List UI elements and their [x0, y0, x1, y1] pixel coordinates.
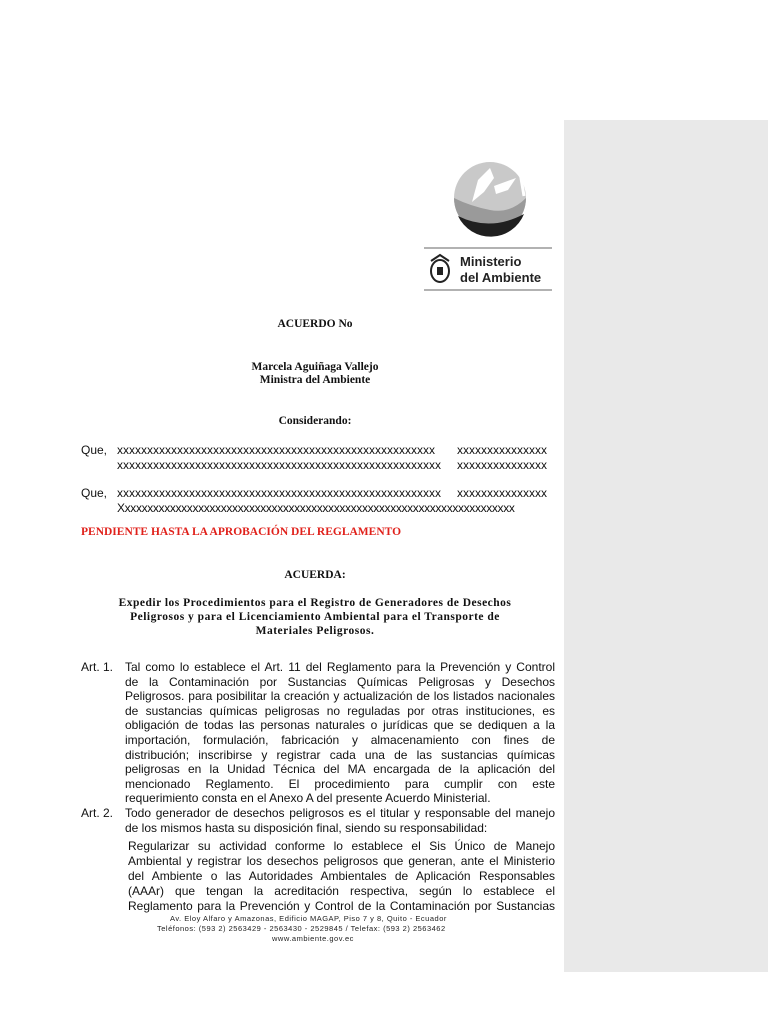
que-text-2a: xxxxxxxxxxxxxxxxxxxxxxxxxxxxxxxxxxxxxxxxxxxxxxxxxxxxxx	[117, 486, 441, 500]
logo-text-ambiente: del Ambiente	[460, 270, 542, 285]
art1-line: Peligrosos. para posibilitar la creación y actualización de los listados nacionales	[125, 689, 555, 704]
title-line-1: Expedir los Procedimientos para el Registro de Generadores de Desechos	[118, 597, 512, 609]
art1-line: mencionado Reglamento. El procedimiento para cumplir con este	[125, 776, 555, 791]
logo-text-ministerio: Ministerio	[460, 254, 522, 269]
sub-line: del Ambiente o las Autoridades Ambientales de Aplicación Responsables	[128, 869, 555, 883]
title-line-2: Peligrosos y para el Licenciamiento Ambiental para el Transporte de	[130, 611, 500, 623]
art2-line: de los mismos hasta su disposición final, siendo su responsabilidad:	[125, 821, 488, 835]
acuerda-heading: ACUERDA:	[284, 569, 346, 581]
que-text-1a: xxxxxxxxxxxxxxxxxxxxxxxxxxxxxxxxxxxxxxxxxxxxxxxxxxxxx	[117, 443, 435, 457]
sub-line: Ambiental y registrar los desechos peligrosos que generan, ante el Ministerio	[128, 854, 555, 868]
que-label-1: Que,	[81, 443, 108, 457]
que-text-1c: xxxxxxxxxxxxxxxxxxxxxxxxxxxxxxxxxxxxxxxxxxxxxxxxxxxxxx	[117, 458, 441, 472]
article-2-sub-paragraph	[128, 839, 555, 914]
article-2-label: Art. 2.	[81, 806, 114, 820]
art1-line: de sustancias químicas peligrosas no reguladas por otras instituciones, es	[125, 703, 555, 718]
considerando-heading: Considerando:	[278, 415, 352, 427]
footer-address: Av. Eloy Alfaro y Amazonas, Edificio MAGAP, Piso 7 y 8, Quito - Ecuador	[170, 914, 447, 923]
art1-line: peligrosas en la Unidad Técnica del MA encargada de la aplicación del	[125, 762, 555, 777]
article-1-label: Art. 1.	[81, 660, 114, 674]
sub-line: Regularizar su actividad conforme lo establece el Sis Único de Manejo	[128, 839, 555, 853]
acuerdo-number: ACUERDO No	[277, 318, 353, 330]
art1-line: de la Contaminación por Sustancias Químicas Peligrosas y Desechos	[125, 674, 555, 689]
ecuador-coat-of-arms-icon	[431, 255, 449, 282]
que-text-2c: Xxxxxxxxxxxxxxxxxxxxxxxxxxxxxxxxxxxxxxxxxxxxxxxxxxxxxxxxxxxxxxxxxxxxxx	[117, 501, 515, 515]
article-1-body	[125, 660, 555, 806]
art2-line: Todo generador de desechos peligrosos es el titular y responsable del manejo	[125, 806, 555, 820]
art1-line: distribución; inscribirse y registrar cada una de las sustancias químicas	[125, 747, 555, 762]
footer-phones: Teléfonos: (593 2) 2563429 - 2563430 - 2529845 / Telefax: (593 2) 2563462	[157, 924, 446, 933]
art1-line: importación, formulación, fabricación y almacenamiento con fines de	[125, 732, 555, 747]
art1-line: Tal como lo establece el Art. 11 del Reglamento para la Prevención y Control	[125, 660, 555, 674]
comments-sidebar	[564, 120, 768, 972]
que-text-2b: xxxxxxxxxxxxxxx	[457, 486, 547, 500]
art1-line: obligación de todas las personas naturales o jurídicas que se dediquen a la	[125, 718, 555, 733]
footer-website: www.ambiente.gov.ec	[272, 934, 354, 943]
minister-name: Marcela Aguiñaga Vallejo	[251, 361, 379, 373]
art1-line: requerimiento consta en el Anexo A del presente Acuerdo Ministerial.	[125, 791, 491, 806]
que-text-1d: xxxxxxxxxxxxxxx	[457, 458, 547, 472]
pending-notice: PENDIENTE HASTA LA APROBACIÓN DEL REGLAMENTO	[81, 526, 402, 538]
minister-role: Ministra del Ambiente	[259, 374, 371, 386]
sub-line: Reglamento para la Prevención y Control de la Contaminación por Sustancias	[128, 899, 555, 913]
ministerio-logo	[420, 158, 556, 292]
que-text-1b: xxxxxxxxxxxxxxx	[457, 443, 547, 457]
que-label-2: Que,	[81, 486, 108, 500]
sub-line: (AAAr) que tengan la acreditación respectiva, según lo establece el	[128, 884, 555, 898]
title-line-3: Materiales Peligrosos.	[255, 625, 375, 637]
article-2-body	[125, 806, 555, 836]
emblem-icon	[454, 162, 526, 237]
